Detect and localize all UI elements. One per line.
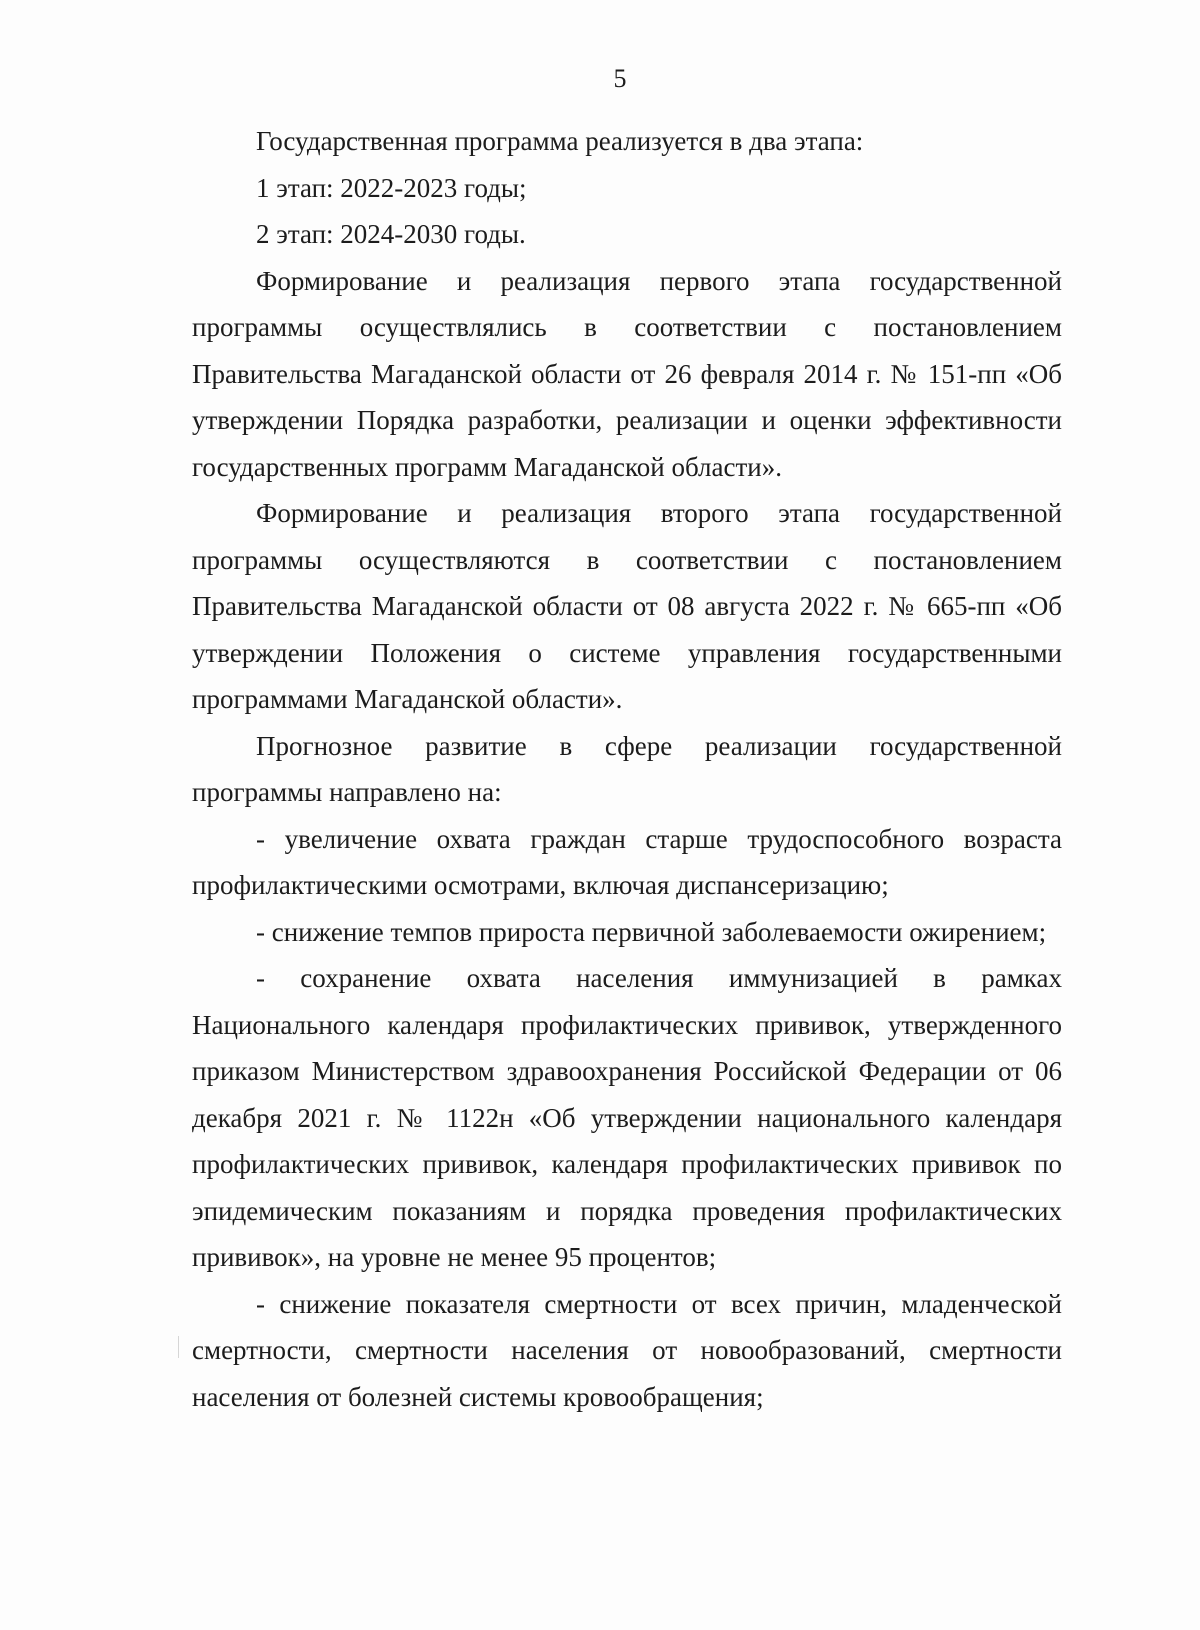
list-item-immunization: - сохранение охвата населения иммунизацией в рамках Национального календаря профилактических прививок, утвержденного приказом Министерством здравоохранения Российской Федерации от 06 декабря 2021 г. № 1122н «Об утверждении национального календаря профилактических прививок, календаря профилактических прививок по эпидемическим показаниям и порядка проведения профилактических прививок», на уровне не менее 95 процентов; xyxy=(192,963,1062,1272)
list-item-mortality: - снижение показателя смертности от всех причин, младенческой смертности, смертности населения от новообразований, смертности населения от болезней системы кровообращения; xyxy=(192,1288,1062,1412)
paragraph-first-stage-basis: Формирование и реализация первого этапа государственной программы осуществлялись в соответствии с постановлением Правительства Магаданской области от 26 февраля 2014 г. № 151-пп «Об утверждении Порядка разработки, реализации и оценки эффективности государственных программ Магаданской области». xyxy=(192,265,1062,482)
paragraph-stages-intro: Государственная программа реализуется в два этапа: xyxy=(256,126,864,156)
list-item-obesity: - снижение темпов прироста первичной заболеваемости ожирением; xyxy=(256,916,1047,947)
paragraph-stage-2: 2 этап: 2024-2030 годы. xyxy=(256,219,526,249)
paragraph-stage-1: 1 этап: 2022-2023 годы; xyxy=(256,172,527,203)
paragraph-forecast-intro: Прогнозное развитие в сфере реализации государственной программы направлено на: xyxy=(192,730,1062,807)
document-body xyxy=(192,118,1062,1420)
page-number: 5 xyxy=(613,64,627,93)
paragraph-second-stage-basis: Формирование и реализация второго этапа государственной программы осуществляются в соответствии с постановлением Правительства Магаданской области от 08 августа 2022 г. № 665-пп «Об утверждении Положения о системе управления государственными программами Магаданской области». xyxy=(192,498,1062,714)
list-item-checkups: - увеличение охвата граждан старше трудоспособного возраста профилактическими осмотрами, включая диспансеризацию; xyxy=(192,823,1062,900)
scan-artifact xyxy=(178,1336,179,1358)
